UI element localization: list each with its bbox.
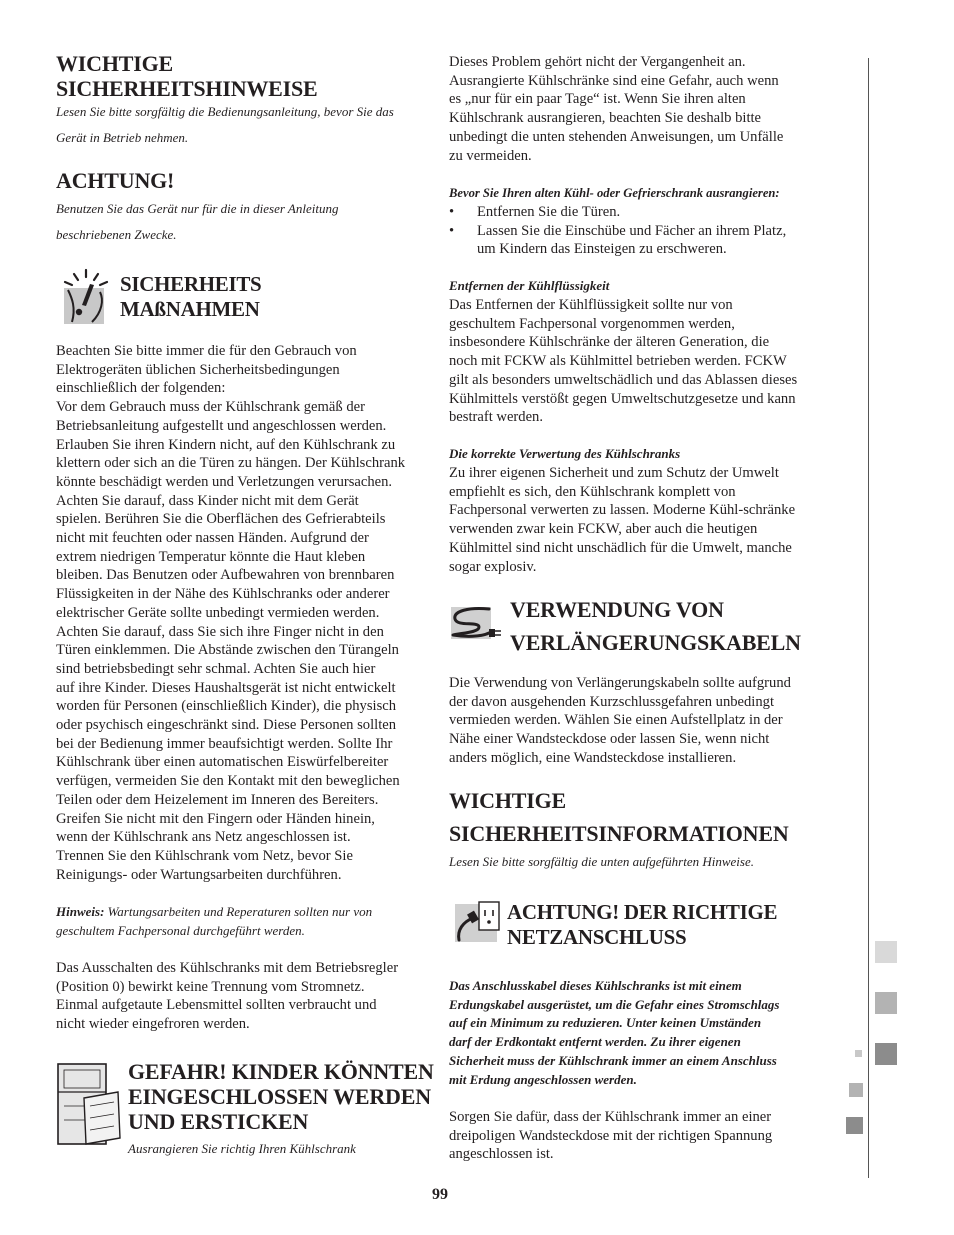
title-verlaengerungskabel: VERWENDUNG VON VERLÄNGERUNGSKABELN — [510, 597, 801, 655]
heading-korrekte-verwertung: Die korrekte Verwertung des Kühlschranks — [449, 446, 681, 461]
paragraph-verlaengerungskabel: Die Verwendung von Verlängerungskabeln sollte aufgrund der davon ausgehenden Kurzschlussgefahren unbedingt vermieden werden. Wählen Sie einen Aufstellplatz in der Nähe einer Wandsteckdose oder lassen Sie, wenn nicht anders möglich, eine Wandsteckdose installieren. — [449, 675, 791, 766]
title-wichtige-sicherheitshinweise: WICHTIGE SICHERHEITSHINWEISE — [56, 51, 318, 101]
list-item: • Entfernen Sie die Türen. — [449, 203, 829, 222]
margin-divider-line — [868, 58, 869, 1178]
paragraph-entfernen: Das Entfernen der Kühlflüssigkeit sollte nur von geschultem Fachpersonal vorgenommen werden, insbesondere Kühlschränke der älteren Generation, die noch mit FCKW als Kühlmittel betrieben werden. FCKW gilt als besonders umweltschädlich und das Ablassen dieses Kühlmittels verstößt gegen Umweltschutzgesetze und kann bestraft werden. — [449, 297, 798, 426]
decor-square — [855, 1050, 862, 1057]
heading-bevor-ausrangieren: Bevor Sie Ihren alten Kühl- oder Gefrierschrank ausrangieren: — [449, 186, 780, 200]
decor-square — [846, 1117, 863, 1134]
subtitle-achtung: Benutzen Sie das Gerät nur für die in dieser Anleitung beschriebenen Zwecke. — [56, 201, 339, 242]
decor-square — [875, 1043, 897, 1065]
decor-square — [849, 1083, 863, 1097]
page-number: 99 — [432, 1186, 448, 1203]
subtitle-ausrangieren: Ausrangieren Sie richtig Ihren Kühlschrank — [128, 1141, 356, 1156]
decor-square — [875, 992, 897, 1014]
list-ausrangieren-steps — [449, 203, 829, 240]
paragraph-ausschalten: Das Ausschalten des Kühlschranks mit dem Betriebsregler (Position 0) bewirkt keine Trennung vom Stromnetz. Einmal aufgetaute Lebensmittel sollten verbraucht und nicht wieder eingefroren werden. — [56, 960, 399, 1033]
title-sicherheitsmassnahmen: SICHERHEITS MAßNAHMEN — [120, 272, 262, 321]
fridge-icon — [56, 1062, 122, 1146]
title-sicherheitsinformationen: WICHTIGE SICHERHEITSINFORMATIONEN — [449, 788, 789, 846]
paragraph-wandsteckdose: Sorgen Sie dafür, dass der Kühlschrank immer an einer dreipoligen Wandsteckdose mit der richtigen Spannung angeschlossen ist. — [449, 1109, 773, 1163]
paragraph-korrekte-verwertung: Zu ihrer eigenen Sicherheit und zum Schutz der Umwelt empfiehlt es sich, den Kühlschrank komplett von Fachpersonal verwerten zu lassen. Moderne Kühl-schränke verwenden zwar kein FCKW, aber auch die heutigen Kühlmittel sind nicht unschädlich für die Umwelt, manche sogar explosiv. — [449, 465, 796, 575]
title-gefahr-kinder: GEFAHR! KINDER KÖNNTEN EINGESCHLOSSEN WERDEN UND ERSTICKEN — [128, 1059, 434, 1134]
title-achtung: ACHTUNG! — [56, 168, 175, 193]
title-richtiger-netzanschluss: ACHTUNG! DER RICHTIGE NETZANSCHLUSS — [507, 900, 778, 949]
hinweis-label: Hinweis: — [56, 904, 105, 919]
list-item-continuation: um Kindern das Einsteigen zu erschweren. — [477, 241, 727, 257]
paragraph-problem: Dieses Problem gehört nicht der Vergangenheit an. Ausrangierte Kühlschränke sind eine Gefahr, auch wenn es „nur für ein paar Tage“ ist. Wenn Sie ihren alten Kühlschrank ausrangieren, beachten Sie deshalb bitte unbedingt die unten stehenden Anweisungen, um Unfälle zu vermeiden. — [449, 54, 784, 164]
paragraph-sicherheitsbedingungen: Beachten Sie bitte immer die für den Gebrauch von Elektrogeräten üblichen Sicherheitsbedingungen einschließlich der folgenden: Vor dem Gebrauch muss der Kühlschrank gemäß der Betriebsanleitung aufgestellt und angeschlossen werden. Erlauben Sie ihren Kindern nicht, auf den Kühlschrank zu klettern oder sich an die Türen zu hängen. Der Kühlschrank könnte beschädigt werden und Verletzungen verursachen. Achten Sie darauf, dass Kinder nicht mit dem Gerät spielen. Berühren Sie die Oberflächen des Gefrierabteils nicht mit feuchten oder nassen Händen. Aufgrund der extrem niedrigen Temperatur könnte die Haut kleben bleiben. Das Benutzen oder Aufbewahren von brennbaren Flüssigkeiten in der Nähe des Kühlschranks oder anderer elektrischer Geräte sollte unbedingt vermieden werden. Achten Sie darauf, dass Sie sich ihre Finger nicht in den Türen einklemmen. Die Abstände zwischen den Türangeln sind betriebsbedingt sehr schmal. Achten Sie auch hier auf ihre Kinder. Dieses Haushaltsgerät ist nicht entwickelt worden für Personen (einschließlich Kinder), die physisch oder psychisch eingeschränkt sind. Diese Personen sollten bei der Bedienung immer beaufsichtigt werden. Sollte Ihr Kühlschrank über einen automatischen Eiswürfelbereiter verfügen, vermeiden Sie den Kontakt mit den beweglichen Teilen oder dem Heizelement im Inneren des Bereiters. Greifen Sie nicht mit den Fingern oder Händen hinein, wenn der Kühlschrank ans Netz angeschlossen ist. Trennen Sie den Kühlschrank vom Netz, bevor Sie Reinigungs- oder Wartungsarbeiten durchführen. — [56, 343, 406, 883]
extension-cable-icon — [449, 603, 503, 641]
paragraph-erdung-warning: Das Anschlusskabel dieses Kühlschranks ist mit einem Erdungskabel ausgerüstet, um die Gefahr eines Stromschlags auf ein Minimum zu reduzieren. Unter keinen Umständen darf der Erdkontakt entfernt werden. Zu ihrer eigenen Sicherheit muss der Kühlschrank immer an einem Anschluss mit Erdung angeschlossen werden. — [449, 978, 780, 1087]
decor-square — [875, 941, 897, 963]
heading-entfernen-kuehlfluessigkeit: Entfernen der Kühlflüssigkeit — [449, 278, 610, 293]
list-item: • Lassen Sie die Einschübe und Fächer an ihrem Platz, — [449, 222, 829, 241]
subtitle-bedienungsanleitung: Lesen Sie bitte sorgfältig die Bedienungsanleitung, bevor Sie das Gerät in Betrieb nehmen. — [56, 104, 394, 145]
warning-hand-icon — [62, 268, 110, 326]
hinweis-note: Hinweis: Wartungsarbeiten und Reperaturen sollten nur von geschultem Fachpersonal durchgeführt werden. — [56, 904, 373, 938]
grounded-outlet-icon — [453, 900, 503, 944]
subtitle-hinweise: Lesen Sie bitte sorgfältig die unten aufgeführten Hinweise. — [449, 854, 754, 869]
